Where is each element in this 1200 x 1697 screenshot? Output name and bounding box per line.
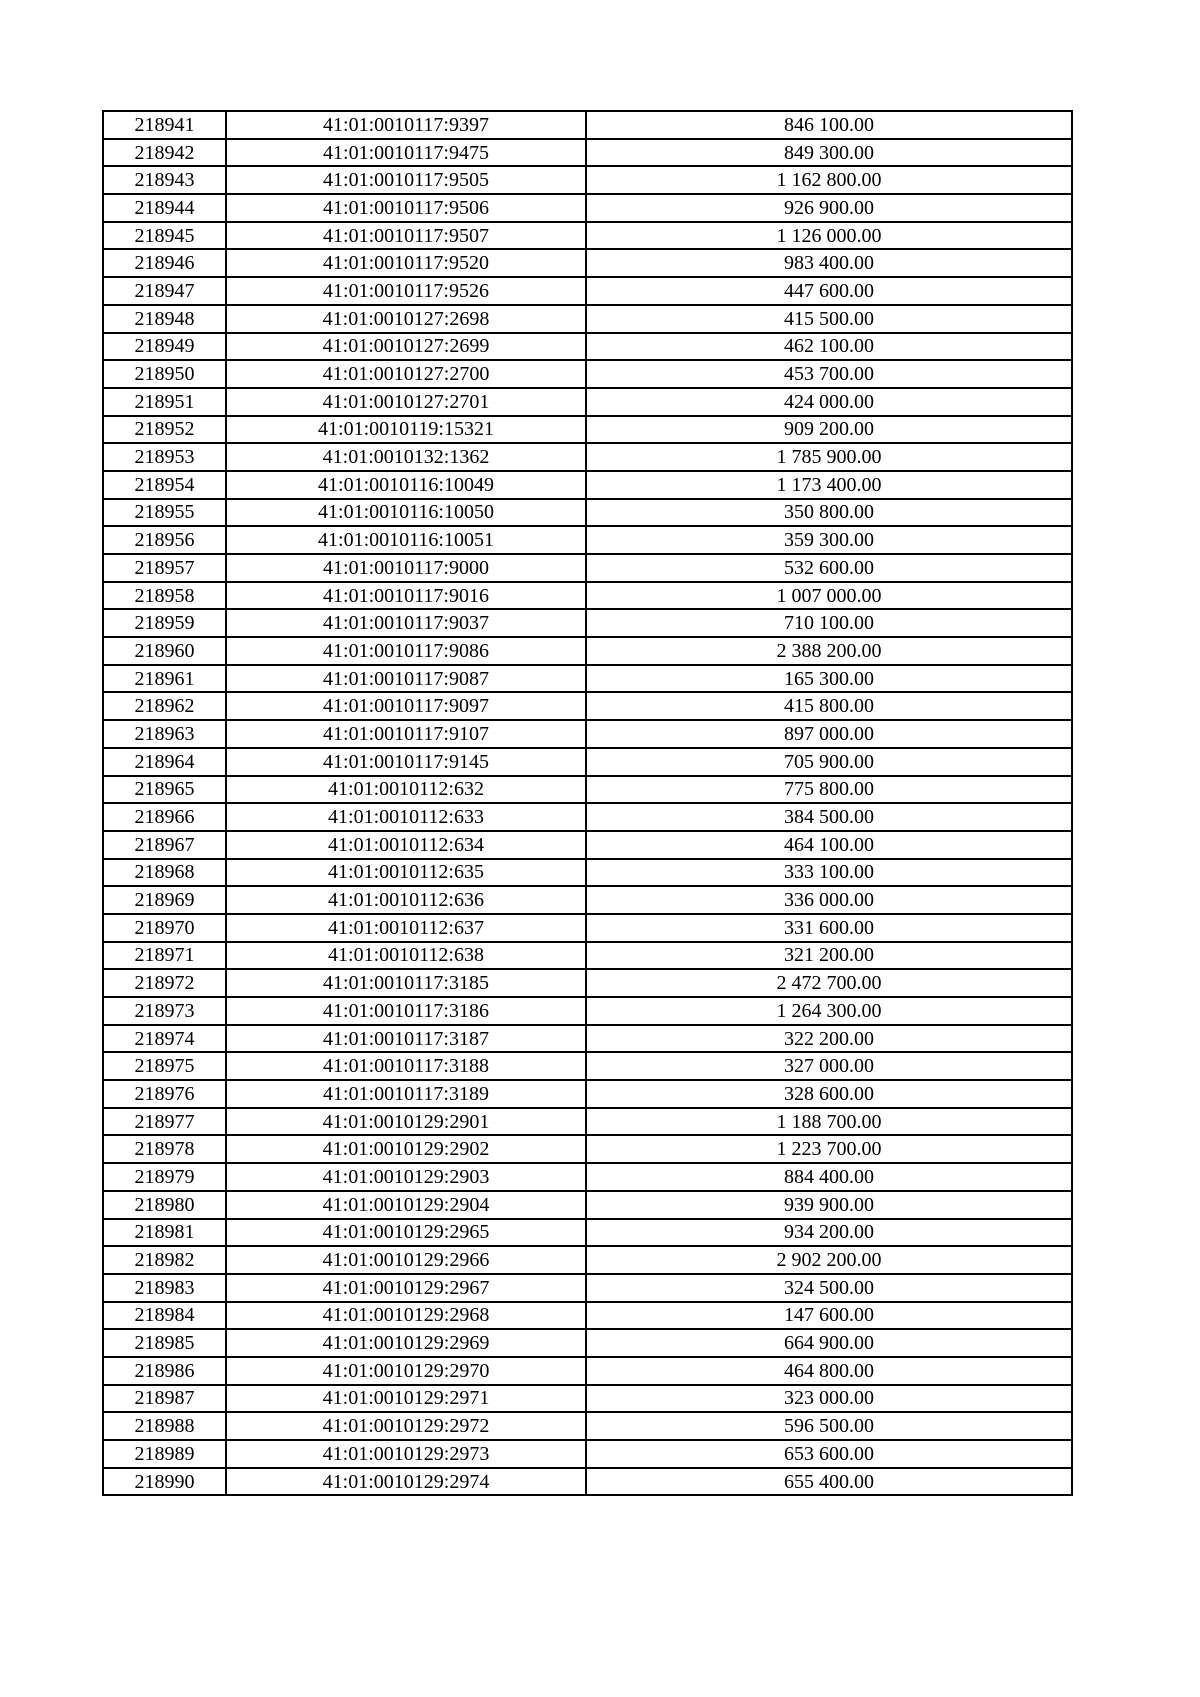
row-number-cell: 218945 [103, 222, 226, 250]
table-row [103, 886, 1072, 914]
cadastral-value-cell: 655 400.00 [586, 1468, 1072, 1496]
table-row [103, 859, 1072, 887]
table-row [103, 360, 1072, 388]
cadastral-number-cell: 41:01:0010129:2967 [226, 1274, 586, 1302]
table-row [103, 1440, 1072, 1468]
table-row [103, 526, 1072, 554]
row-number-cell: 218983 [103, 1274, 226, 1302]
table-row [103, 803, 1072, 831]
cadastral-number-cell: 41:01:0010129:2973 [226, 1440, 586, 1468]
row-number-cell: 218967 [103, 831, 226, 859]
cadastral-value-cell: 1 785 900.00 [586, 443, 1072, 471]
cadastral-number-cell: 41:01:0010117:9507 [226, 222, 586, 250]
cadastral-value-cell: 849 300.00 [586, 139, 1072, 167]
table-row [103, 665, 1072, 693]
cadastral-number-cell: 41:01:0010112:636 [226, 886, 586, 914]
row-number-cell: 218965 [103, 776, 226, 804]
cadastral-value-cell: 653 600.00 [586, 1440, 1072, 1468]
cadastral-value-cell: 333 100.00 [586, 859, 1072, 887]
cadastral-number-cell: 41:01:0010117:9107 [226, 720, 586, 748]
row-number-cell: 218941 [103, 111, 226, 139]
cadastral-value-cell: 846 100.00 [586, 111, 1072, 139]
row-number-cell: 218943 [103, 166, 226, 194]
cadastral-number-cell: 41:01:0010127:2698 [226, 305, 586, 333]
row-number-cell: 218949 [103, 333, 226, 361]
cadastral-number-cell: 41:01:0010112:637 [226, 914, 586, 942]
cadastral-value-cell: 359 300.00 [586, 526, 1072, 554]
table-row [103, 609, 1072, 637]
cadastral-number-cell: 41:01:0010117:9475 [226, 139, 586, 167]
table-row [103, 166, 1072, 194]
row-number-cell: 218962 [103, 692, 226, 720]
row-number-cell: 218942 [103, 139, 226, 167]
row-number-cell: 218978 [103, 1135, 226, 1163]
cadastral-number-cell: 41:01:0010117:3186 [226, 997, 586, 1025]
row-number-cell: 218946 [103, 249, 226, 277]
cadastral-number-cell: 41:01:0010117:9016 [226, 582, 586, 610]
cadastral-value-cell: 328 600.00 [586, 1080, 1072, 1108]
table-row [103, 1052, 1072, 1080]
table-row [103, 416, 1072, 444]
cadastral-value-cell: 1 264 300.00 [586, 997, 1072, 1025]
cadastral-value-cell: 447 600.00 [586, 277, 1072, 305]
table-row [103, 194, 1072, 222]
cadastral-number-cell: 41:01:0010117:9000 [226, 554, 586, 582]
row-number-cell: 218974 [103, 1025, 226, 1053]
cadastral-number-cell: 41:01:0010117:3185 [226, 969, 586, 997]
table-row [103, 1468, 1072, 1496]
cadastral-value-cell: 327 000.00 [586, 1052, 1072, 1080]
row-number-cell: 218970 [103, 914, 226, 942]
cadastral-value-cell: 2 902 200.00 [586, 1246, 1072, 1274]
row-number-cell: 218950 [103, 360, 226, 388]
cadastral-number-cell: 41:01:0010117:3189 [226, 1080, 586, 1108]
row-number-cell: 218963 [103, 720, 226, 748]
table-row [103, 582, 1072, 610]
table-row [103, 1025, 1072, 1053]
cadastral-number-cell: 41:01:0010117:9526 [226, 277, 586, 305]
cadastral-number-cell: 41:01:0010127:2701 [226, 388, 586, 416]
cadastral-value-cell: 596 500.00 [586, 1412, 1072, 1440]
row-number-cell: 218969 [103, 886, 226, 914]
row-number-cell: 218973 [103, 997, 226, 1025]
table-row [103, 1385, 1072, 1413]
cadastral-value-cell: 147 600.00 [586, 1302, 1072, 1330]
table-row [103, 1191, 1072, 1219]
cadastral-value-cell: 705 900.00 [586, 748, 1072, 776]
table-row [103, 554, 1072, 582]
cadastral-value-cell: 710 100.00 [586, 609, 1072, 637]
row-number-cell: 218952 [103, 416, 226, 444]
cadastral-value-cell: 324 500.00 [586, 1274, 1072, 1302]
row-number-cell: 218955 [103, 499, 226, 527]
table-row [103, 1219, 1072, 1247]
cadastral-number-cell: 41:01:0010117:9520 [226, 249, 586, 277]
cadastral-number-cell: 41:01:0010129:2969 [226, 1329, 586, 1357]
cadastral-number-cell: 41:01:0010117:3188 [226, 1052, 586, 1080]
table-row [103, 277, 1072, 305]
table-row [103, 1163, 1072, 1191]
row-number-cell: 218956 [103, 526, 226, 554]
row-number-cell: 218990 [103, 1468, 226, 1496]
table-row [103, 1357, 1072, 1385]
row-number-cell: 218984 [103, 1302, 226, 1330]
table-row [103, 305, 1072, 333]
cadastral-value-cell: 321 200.00 [586, 942, 1072, 970]
table-row [103, 1302, 1072, 1330]
cadastral-value-cell: 331 600.00 [586, 914, 1072, 942]
table-row [103, 222, 1072, 250]
cadastral-number-cell: 41:01:0010129:2966 [226, 1246, 586, 1274]
cadastral-value-cell: 532 600.00 [586, 554, 1072, 582]
cadastral-number-cell: 41:01:0010116:10051 [226, 526, 586, 554]
table-row [103, 471, 1072, 499]
row-number-cell: 218972 [103, 969, 226, 997]
table-row [103, 443, 1072, 471]
cadastral-value-cell: 939 900.00 [586, 1191, 1072, 1219]
table-body [103, 111, 1072, 1495]
table-row [103, 831, 1072, 859]
cadastral-value-cell: 884 400.00 [586, 1163, 1072, 1191]
row-number-cell: 218987 [103, 1385, 226, 1413]
cadastral-number-cell: 41:01:0010117:9505 [226, 166, 586, 194]
row-number-cell: 218980 [103, 1191, 226, 1219]
table-row [103, 249, 1072, 277]
row-number-cell: 218976 [103, 1080, 226, 1108]
cadastral-number-cell: 41:01:0010119:15321 [226, 416, 586, 444]
cadastral-value-cell: 926 900.00 [586, 194, 1072, 222]
table-row [103, 388, 1072, 416]
cadastral-value-cell: 322 200.00 [586, 1025, 1072, 1053]
cadastral-number-cell: 41:01:0010129:2968 [226, 1302, 586, 1330]
cadastral-value-cell: 934 200.00 [586, 1219, 1072, 1247]
cadastral-number-cell: 41:01:0010117:9037 [226, 609, 586, 637]
table-row [103, 1412, 1072, 1440]
cadastral-value-cell: 464 800.00 [586, 1357, 1072, 1385]
cadastral-value-cell: 897 000.00 [586, 720, 1072, 748]
table-row [103, 637, 1072, 665]
row-number-cell: 218988 [103, 1412, 226, 1440]
table-row [103, 1108, 1072, 1136]
cadastral-value-cell: 1 173 400.00 [586, 471, 1072, 499]
table-row [103, 111, 1072, 139]
cadastral-value-cell: 462 100.00 [586, 333, 1072, 361]
cadastral-value-cell: 1 223 700.00 [586, 1135, 1072, 1163]
cadastral-number-cell: 41:01:0010112:635 [226, 859, 586, 887]
row-number-cell: 218964 [103, 748, 226, 776]
table-row [103, 1080, 1072, 1108]
row-number-cell: 218944 [103, 194, 226, 222]
cadastral-number-cell: 41:01:0010117:9397 [226, 111, 586, 139]
cadastral-number-cell: 41:01:0010112:638 [226, 942, 586, 970]
cadastral-number-cell: 41:01:0010112:633 [226, 803, 586, 831]
table-row [103, 1329, 1072, 1357]
cadastral-value-cell: 664 900.00 [586, 1329, 1072, 1357]
row-number-cell: 218959 [103, 609, 226, 637]
row-number-cell: 218957 [103, 554, 226, 582]
table-row [103, 748, 1072, 776]
cadastral-value-cell: 1 162 800.00 [586, 166, 1072, 194]
cadastral-number-cell: 41:01:0010129:2902 [226, 1135, 586, 1163]
cadastral-number-cell: 41:01:0010129:2972 [226, 1412, 586, 1440]
row-number-cell: 218989 [103, 1440, 226, 1468]
cadastral-number-cell: 41:01:0010117:9506 [226, 194, 586, 222]
cadastral-number-cell: 41:01:0010129:2904 [226, 1191, 586, 1219]
row-number-cell: 218979 [103, 1163, 226, 1191]
cadastral-number-cell: 41:01:0010112:634 [226, 831, 586, 859]
row-number-cell: 218966 [103, 803, 226, 831]
cadastral-value-cell: 453 700.00 [586, 360, 1072, 388]
row-number-cell: 218947 [103, 277, 226, 305]
cadastral-value-cell: 2 388 200.00 [586, 637, 1072, 665]
cadastral-value-cell: 323 000.00 [586, 1385, 1072, 1413]
cadastral-number-cell: 41:01:0010117:9145 [226, 748, 586, 776]
cadastral-number-cell: 41:01:0010129:2901 [226, 1108, 586, 1136]
row-number-cell: 218981 [103, 1219, 226, 1247]
cadastral-number-cell: 41:01:0010117:9087 [226, 665, 586, 693]
row-number-cell: 218960 [103, 637, 226, 665]
row-number-cell: 218961 [103, 665, 226, 693]
row-number-cell: 218958 [103, 582, 226, 610]
row-number-cell: 218971 [103, 942, 226, 970]
cadastral-value-cell: 415 500.00 [586, 305, 1072, 333]
table-row [103, 1274, 1072, 1302]
row-number-cell: 218977 [103, 1108, 226, 1136]
cadastral-value-cell: 775 800.00 [586, 776, 1072, 804]
cadastral-value-cell: 909 200.00 [586, 416, 1072, 444]
cadastral-number-cell: 41:01:0010112:632 [226, 776, 586, 804]
table-row [103, 969, 1072, 997]
cadastral-value-cell: 1 126 000.00 [586, 222, 1072, 250]
cadastral-number-cell: 41:01:0010129:2974 [226, 1468, 586, 1496]
table-row [103, 499, 1072, 527]
table-row [103, 692, 1072, 720]
cadastral-number-cell: 41:01:0010116:10050 [226, 499, 586, 527]
cadastral-number-cell: 41:01:0010132:1362 [226, 443, 586, 471]
cadastral-number-cell: 41:01:0010129:2965 [226, 1219, 586, 1247]
cadastral-number-cell: 41:01:0010117:9086 [226, 637, 586, 665]
cadastral-number-cell: 41:01:0010117:3187 [226, 1025, 586, 1053]
cadastral-value-cell: 983 400.00 [586, 249, 1072, 277]
row-number-cell: 218985 [103, 1329, 226, 1357]
cadastral-value-cell: 165 300.00 [586, 665, 1072, 693]
table-row [103, 776, 1072, 804]
cadastral-value-table [102, 110, 1073, 1496]
cadastral-number-cell: 41:01:0010117:9097 [226, 692, 586, 720]
cadastral-value-cell: 464 100.00 [586, 831, 1072, 859]
table-row [103, 333, 1072, 361]
row-number-cell: 218951 [103, 388, 226, 416]
cadastral-value-cell: 424 000.00 [586, 388, 1072, 416]
row-number-cell: 218953 [103, 443, 226, 471]
cadastral-value-cell: 350 800.00 [586, 499, 1072, 527]
row-number-cell: 218975 [103, 1052, 226, 1080]
row-number-cell: 218954 [103, 471, 226, 499]
table-row [103, 942, 1072, 970]
row-number-cell: 218986 [103, 1357, 226, 1385]
cadastral-value-cell: 415 800.00 [586, 692, 1072, 720]
table-row [103, 139, 1072, 167]
cadastral-value-cell: 1 188 700.00 [586, 1108, 1072, 1136]
cadastral-value-cell: 2 472 700.00 [586, 969, 1072, 997]
cadastral-number-cell: 41:01:0010129:2903 [226, 1163, 586, 1191]
row-number-cell: 218948 [103, 305, 226, 333]
table-row [103, 720, 1072, 748]
row-number-cell: 218968 [103, 859, 226, 887]
table-row [103, 914, 1072, 942]
table-row [103, 1135, 1072, 1163]
cadastral-number-cell: 41:01:0010127:2699 [226, 333, 586, 361]
table-row [103, 1246, 1072, 1274]
cadastral-number-cell: 41:01:0010116:10049 [226, 471, 586, 499]
table-row [103, 997, 1072, 1025]
cadastral-value-cell: 1 007 000.00 [586, 582, 1072, 610]
cadastral-number-cell: 41:01:0010129:2971 [226, 1385, 586, 1413]
cadastral-number-cell: 41:01:0010127:2700 [226, 360, 586, 388]
cadastral-number-cell: 41:01:0010129:2970 [226, 1357, 586, 1385]
cadastral-value-cell: 384 500.00 [586, 803, 1072, 831]
cadastral-value-cell: 336 000.00 [586, 886, 1072, 914]
row-number-cell: 218982 [103, 1246, 226, 1274]
